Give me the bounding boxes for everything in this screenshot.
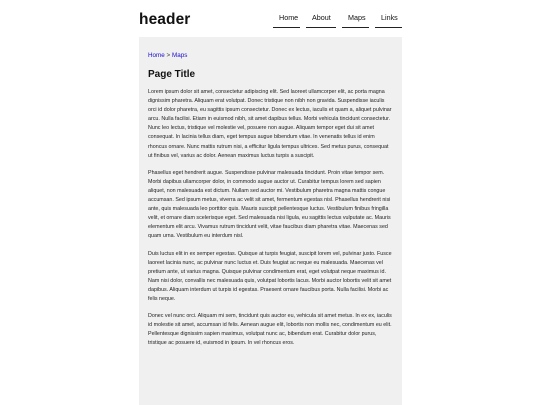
paragraph-4: Donec vel nunc orci. Aliquam mi sem, tincidunt quis auctor eu, vehicula sit amet metus. In ex ex, iaculis id molestie sit amet, accumsan id felis. Aenean augue elit, lobortis non mollis nec, condimentum eu elit. Pellentesque dignissim sapien maximus, volutpat nunc ac, bibendum erat. Curabitur dolor purus, tristique ac posuere id, euismod in ipsum. In vel rhoncus eros. xyxy=(148,313,392,347)
paragraph-1: Lorem ipsum dolor sit amet, consectetur adipiscing elit. Sed laoreet ullamcorper elit, ac porta magna dignissim pharetra. Aliquam erat volutpat. Donec tristique non nibh non gravida. Suspendisse iaculis orci id dolor pharetra, eu sagittis ipsum consectetur. Donec ex lectus, iaculis et quam a, aliquet pulvinar arcu. Nulla facilisi. Etiam in euismod nibh, sit amet dapibus tellus. Morbi vehicula tincidunt consectetur. Nunc leo lectus, tristique vel molestie vel, posuere non augue. Aliquam tempor eget dui sit amet consequat. In lacinia tellus diam, eget tempus augue bibendum vitae. In venenatis tellus id enim rhoncus ornare. Nunc mattis rutrum nisi, a efficitur ligula tempus ultrices. Sed metus purus, consequat ut finibus vel, varius ac dolor. Aenean maximus luctus turpis a suscipit. xyxy=(148,89,392,159)
paragraph-3: Duis luctus elit in ex semper egestas. Quisque at turpis feugiat, suscipit lorem vel, pulvinar justo. Fusce laoreet lacinia nunc, ac pulvinar nunc luctus et. Duis feugiat ac neque eu malesuada. Maecenas vel pretium ante, ut varius magna. Quisque pulvinar condimentum erat, eget volutpat neque maximus id. Nam nisi dolor, convallis nec malesuada quis, volutpat lobortis lacus. Morbi auctor lobortis velit sit amet dapibus. Aliquam interdum ut turpis id egestas. Praesent ornare faucibus porta. Nulla facilisi. Morbi ac felis neque. xyxy=(148,250,392,302)
main-nav xyxy=(267,13,402,28)
paragraph-2: Phasellus eget hendrerit augue. Suspendisse pulvinar malesuada tincidunt. Proin vitae tempor sem. Morbi dapibus ullamcorper dolor, in commodo augue auctor ut. Curabitur tempus lorem sed sapien aliquet, non malesuada est dictum. Nullam sed auctor mi. Vestibulum pharetra magna mattis congue accumsan. Sed ipsum metus, viverra ac velit sit amet, fermentum egestas nisl. Phasellus hendrerit nisi ante, quis malesuada leo porttitor quis. Mauris suscipit pellentesque luctus. Vestibulum finibus fringilla velit, et ornare diam scelerisque eget. Sed malesuada nisi ligula, eu sagittis lectus vulputate ac. Mauris elementum elit arcu. Vivamus rutrum tincidunt velit, vitae faucibus diam pharetra vitae. Maecenas sed quam urna. Vestibulum eu interdum nisl. xyxy=(148,169,391,240)
main-content xyxy=(139,37,402,405)
site-header xyxy=(139,0,402,36)
nav-item-links[interactable]: Links xyxy=(375,13,402,28)
page-title: Page Title xyxy=(148,69,196,80)
nav-item-maps[interactable]: Maps xyxy=(342,13,369,28)
breadcrumb xyxy=(148,51,393,60)
breadcrumb-maps-link[interactable]: Maps xyxy=(171,52,188,59)
breadcrumb-home-link[interactable]: Home xyxy=(148,52,165,59)
breadcrumb-separator: > xyxy=(164,52,172,59)
nav-item-about[interactable]: About xyxy=(306,13,336,28)
site-title: header xyxy=(139,11,191,28)
nav-item-home[interactable]: Home xyxy=(273,13,300,28)
